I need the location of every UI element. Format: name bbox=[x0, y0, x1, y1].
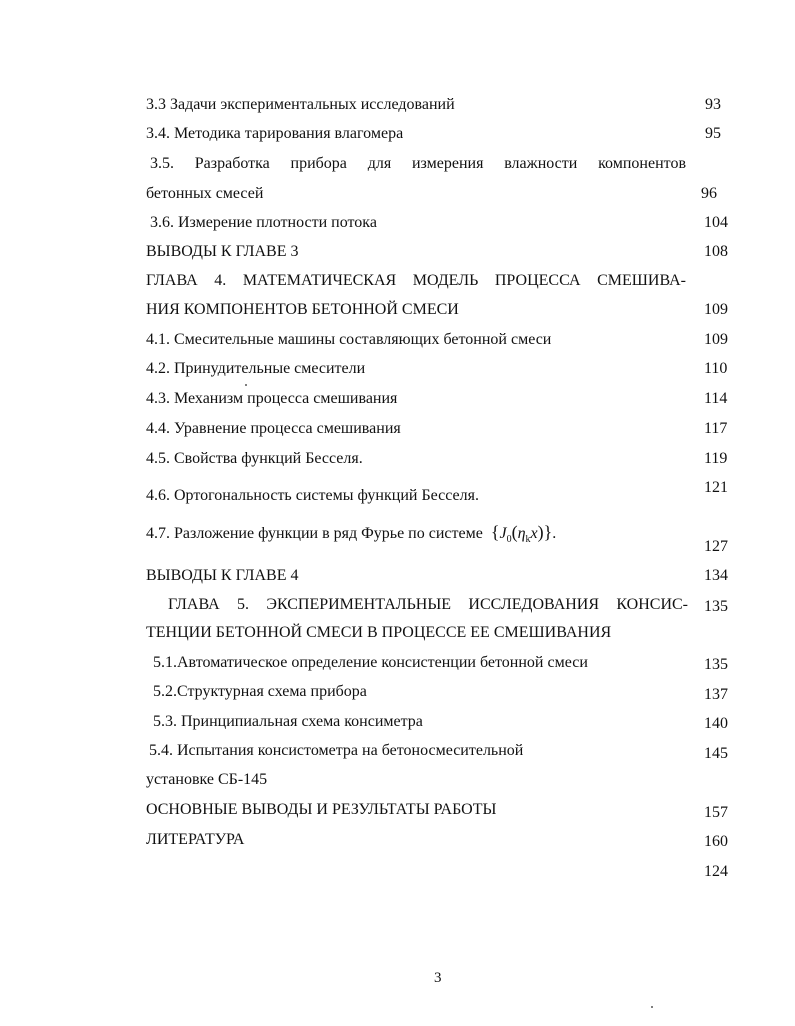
toc-page-number: 145 bbox=[704, 745, 728, 762]
toc-page-number: 95 bbox=[705, 125, 721, 142]
toc-entry-4-3: 4.3. Механизм процесса смешивания bbox=[146, 390, 398, 407]
toc-entry-4-7 bbox=[146, 522, 556, 550]
toc-page-number: 93 bbox=[705, 96, 721, 113]
page-number-footer: 3 bbox=[434, 970, 442, 986]
toc-entry-4-1: 4.1. Смесительные машины составляющих бетонной смеси bbox=[146, 331, 552, 348]
toc-entry-5-4-line2: установке СБ-145 bbox=[146, 771, 268, 788]
toc-conclusions-ch4: ВЫВОДЫ К ГЛАВЕ 4 bbox=[146, 567, 299, 584]
toc-entry-4-7-text: 4.7. Разложение функции в ряд Фурье по системе bbox=[146, 525, 483, 542]
toc-entry-4-2: 4.2. Принудительные смесители bbox=[146, 360, 366, 377]
toc-entry-4-6: 4.6. Ортогональность системы функций Бесселя. bbox=[146, 487, 479, 504]
toc-page-number: 124 bbox=[704, 863, 728, 880]
toc-literature: ЛИТЕРАТУРА bbox=[146, 831, 245, 848]
toc-page-number: 160 bbox=[704, 833, 728, 850]
toc-page-number: 104 bbox=[704, 214, 728, 231]
toc-page-number: 117 bbox=[704, 420, 728, 437]
toc-entry-3-5-line2: бетонных смесей bbox=[146, 185, 264, 202]
toc-page-number: 127 bbox=[704, 538, 728, 555]
toc-entry-5-3: 5.3. Принципиальная схема консиметра bbox=[153, 713, 423, 730]
toc-chapter-4-line1: ГЛАВА 4. МАТЕМАТИЧЕСКАЯ МОДЕЛЬ ПРОЦЕССА СМЕШИВА- bbox=[146, 272, 686, 289]
toc-page-number: 119 bbox=[704, 450, 728, 467]
toc-page-number: 96 bbox=[701, 185, 717, 202]
toc-main-conclusions: ОСНОВНЫЕ ВЫВОДЫ И РЕЗУЛЬТАТЫ РАБОТЫ bbox=[146, 801, 497, 818]
toc-entry-3-6: 3.6. Измерение плотности потока bbox=[150, 214, 377, 231]
toc-page-number: 140 bbox=[704, 715, 728, 732]
toc-page-number: 157 bbox=[704, 804, 728, 821]
scan-speck bbox=[651, 1006, 653, 1008]
toc-entry-4-5: 4.5. Свойства функций Бесселя. bbox=[146, 450, 363, 467]
toc-page-number: 121 bbox=[704, 479, 728, 496]
toc-page-number: 109 bbox=[704, 331, 728, 348]
toc-entry-3-3: 3.3 Задачи экспериментальных исследований bbox=[146, 96, 455, 113]
toc-page-number: 109 bbox=[704, 301, 728, 318]
toc-page-number: 137 bbox=[704, 686, 728, 703]
toc-entry-3-5-line1: 3.5. Разработка прибора для измерения влажности компонентов bbox=[150, 155, 686, 172]
toc-page-number: 135 bbox=[704, 598, 728, 615]
toc-entry-5-4-line1: 5.4. Испытания консистометра на бетоносмесительной bbox=[149, 742, 524, 759]
toc-conclusions-ch3: ВЫВОДЫ К ГЛАВЕ 3 bbox=[146, 243, 299, 260]
toc-page-number: 114 bbox=[704, 390, 728, 407]
toc-entry-5-1: 5.1.Автоматическое определение консистенции бетонной смеси bbox=[153, 654, 588, 671]
toc-page-number: 134 bbox=[704, 567, 728, 584]
toc-entry-3-4: 3.4. Методика тарирования влагомера bbox=[146, 125, 404, 142]
toc-chapter-5-line1: ГЛАВА 5. ЭКСПЕРИМЕНТАЛЬНЫЕ ИССЛЕДОВАНИЯ КОНСИС- bbox=[168, 596, 688, 613]
toc-page-number: 108 bbox=[704, 243, 728, 260]
toc-entry-4-4: 4.4. Уравнение процесса смешивания bbox=[146, 420, 401, 437]
toc-chapter-4-line2: НИЯ КОМПОНЕНТОВ БЕТОННОЙ СМЕСИ bbox=[146, 301, 459, 318]
scan-speck bbox=[245, 384, 247, 386]
toc-page-number: 135 bbox=[704, 656, 728, 673]
toc-page-number: 110 bbox=[704, 360, 728, 377]
bessel-formula: $\{J_0(\eta_kx)\}$. bbox=[490, 522, 557, 545]
toc-chapter-5-line2: ТЕНЦИИ БЕТОННОЙ СМЕСИ В ПРОЦЕССЕ ЕЕ СМЕШИВАНИЯ bbox=[146, 624, 612, 641]
toc-entry-5-2: 5.2.Структурная схема прибора bbox=[153, 683, 367, 700]
